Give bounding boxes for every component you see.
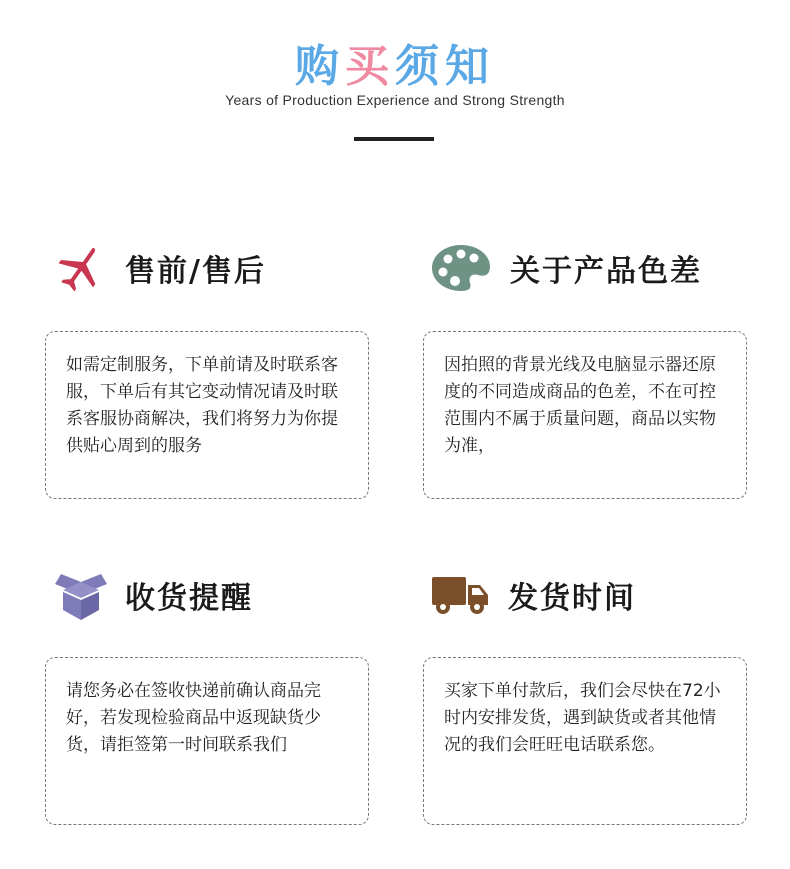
- palette-icon: [430, 242, 492, 294]
- section-header-presale: [55, 238, 266, 298]
- section-title: 售前/售后: [125, 254, 266, 289]
- section-title: 发货时间: [508, 581, 636, 616]
- section-title: 收货提醒: [125, 581, 253, 616]
- info-box-receipt: [45, 657, 369, 825]
- section-header-receipt: [55, 565, 253, 625]
- info-box-shipping: [423, 657, 747, 825]
- title-char-1: 购: [295, 41, 345, 92]
- page-title: [0, 30, 790, 94]
- section-header-shipping: [430, 565, 636, 625]
- info-text: 因拍照的背景光线及电脑显示器还原度的不同造成商品的色差，不在可控范围内不属于质量问题，商品以实物为准，: [444, 355, 716, 456]
- section-header-color: [430, 238, 702, 298]
- header-divider: [354, 137, 434, 141]
- truck-icon: [430, 569, 490, 621]
- info-text: 买家下单付款后，我们会尽快在72小时内安排发货，遇到缺货或者其他情况的我们会旺旺电话联系您。: [444, 681, 721, 755]
- info-box-presale: [45, 331, 369, 499]
- airplane-icon: [55, 242, 107, 294]
- package-icon: [55, 569, 107, 621]
- page-subtitle: Years of Production Experience and Strong Strength: [225, 92, 565, 108]
- info-text: 请您务必在签收快递前确认商品完好，若发现检验商品中返现缺货少货，请拒签第一时间联系我们: [66, 681, 321, 755]
- title-char-3: 须: [395, 41, 445, 92]
- info-text: 如需定制服务，下单前请及时联系客服，下单后有其它变动情况请及时联系客服协商解决，我们将努力为你提供贴心周到的服务: [66, 355, 338, 456]
- info-box-color: [423, 331, 747, 499]
- title-char-4: 知: [445, 41, 495, 92]
- section-title: 关于产品色差: [510, 254, 702, 289]
- title-char-2: 买: [345, 41, 395, 92]
